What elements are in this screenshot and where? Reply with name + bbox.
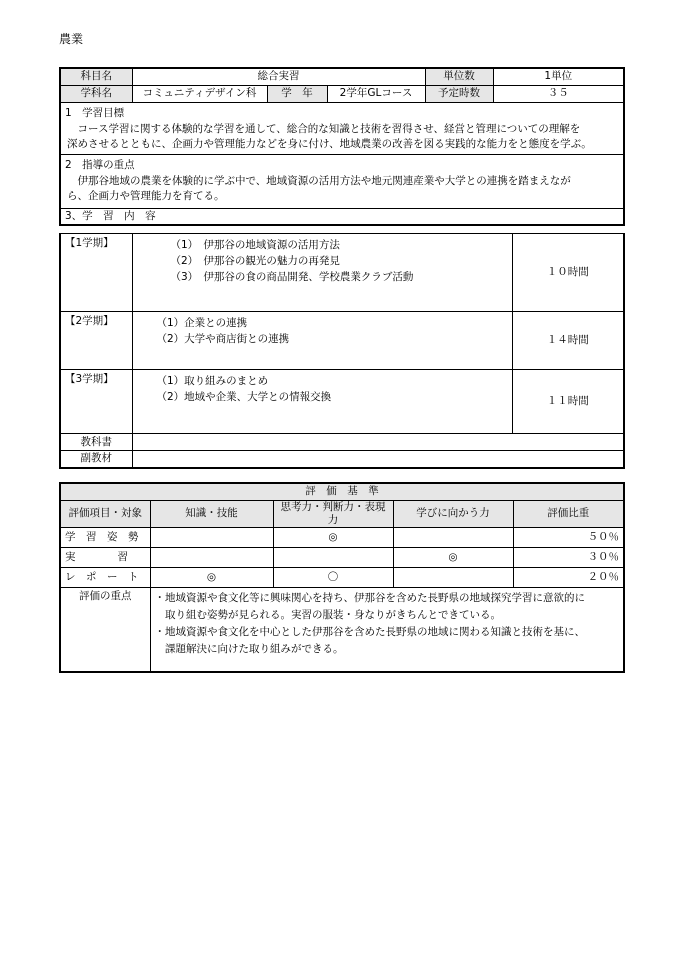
eval-header-knowledge: 知識・技能 (150, 500, 273, 527)
grade-label: 学 年 (267, 85, 327, 102)
term-3-hours: １１時間 (512, 370, 624, 434)
syllabus-table (59, 67, 625, 226)
eval-row-2-knowledge (150, 547, 273, 567)
goals-line-2: 深めさせるとともに、企画力や管理能力などを身に付け、地域農業の改善を図る実践的な能力をと態度を学ぶ。 (67, 137, 592, 150)
term-2-items (132, 312, 512, 370)
grade-value: 2学年GLコース (327, 85, 425, 102)
goals-heading: 1 学習目標 (65, 106, 125, 119)
term-2-item-1: （1）企業との連携 (156, 317, 248, 329)
term-2-item-2: （2）大学や商店街との連携 (156, 333, 290, 345)
eval-header-attitude: 学びに向かう力 (393, 500, 513, 527)
term-3-label: 【3学期】 (60, 370, 132, 434)
term-3-items (132, 370, 512, 434)
page-header: 農業 (59, 32, 84, 46)
focus-line-4: 課題解決に向けた取り組みができる。 (154, 642, 344, 655)
eval-row-2-weight: ３０％ (513, 547, 624, 567)
goals-section (60, 102, 624, 154)
term-1-label: 【1学期】 (60, 234, 132, 312)
evaluation-table (59, 482, 625, 673)
textbook-value (132, 434, 624, 451)
goals-line-1: コース学習に関する体験的な学習を通して、総合的な知識と技術を習得させ、経営と管理についての理解を (67, 122, 581, 135)
subject-value: 総合実習 (132, 68, 425, 85)
term-2-label: 【2学期】 (60, 312, 132, 370)
credits-value: 1単位 (493, 68, 624, 85)
table-row (60, 567, 624, 587)
eval-row-2-thinking (273, 547, 393, 567)
term-3-item-1: （1）取り組みのまとめ (156, 375, 269, 387)
eval-row-3-weight: ２０％ (513, 567, 624, 587)
focus-label: 評価の重点 (60, 587, 150, 672)
hours-value: ３５ (493, 85, 624, 102)
focus-line-2: 取り組む姿勢が見られる。実習の服装・身なりがきちんとできている。 (154, 608, 501, 621)
table-row (60, 527, 624, 547)
credits-label: 単位数 (425, 68, 493, 85)
eval-row-1-knowledge (150, 527, 273, 547)
eval-row-3-attitude (393, 567, 513, 587)
eval-header-item: 評価項目・対象 (60, 500, 150, 527)
term-2-hours: １４時間 (512, 312, 624, 370)
eval-row-1-weight: ５０％ (513, 527, 624, 547)
eval-row-1-attitude (393, 527, 513, 547)
term-1-item-2: （2） 伊那谷の観光の魅力の再発見 (170, 255, 340, 267)
eval-header-thinking: 思考力・判断力・表現力 (273, 500, 393, 527)
content-heading: 3、学 習 内 容 (60, 208, 624, 225)
subject-label: 科目名 (60, 68, 132, 85)
aux-label: 副教材 (60, 451, 132, 468)
term-1-item-1: （1） 伊那谷の地域資源の活用方法 (170, 239, 340, 251)
term-1-hours: １０時間 (512, 234, 624, 312)
table-row (60, 547, 624, 567)
focus-line-1: ・地域資源や食文化等に興味関心を持ち、伊那谷を含めた長野県の地域探究学習に意欲的に (154, 591, 585, 604)
term-3-item-2: （2）地域や企業、大学との情報交換 (156, 391, 332, 403)
focus-line-3: ・地域資源や食文化を中心とした伊那谷を含めた長野県の地域に関わる知識と技術を基に、 (154, 625, 585, 638)
guidance-line-2: ら、企画力や管理能力を育てる。 (67, 189, 225, 202)
content-table (59, 233, 625, 469)
aux-value (132, 451, 624, 468)
eval-row-2-attitude: ◎ (393, 547, 513, 567)
eval-header-weight: 評価比重 (513, 500, 624, 527)
term-1-items (132, 234, 512, 312)
eval-row-2-item: 実 習 (60, 547, 150, 567)
dept-value: コミュニティデザイン科 (132, 85, 267, 102)
eval-row-3-item: レ ポ ー ト (60, 567, 150, 587)
eval-row-1-item: 学 習 姿 勢 (60, 527, 150, 547)
eval-row-3-knowledge: ◎ (150, 567, 273, 587)
textbook-label: 教科書 (60, 434, 132, 451)
eval-row-1-thinking: ◎ (273, 527, 393, 547)
guidance-heading: 2 指導の重点 (65, 158, 135, 171)
eval-row-3-thinking: 〇 (273, 567, 393, 587)
evaluation-heading: 評 価 基 準 (60, 483, 624, 500)
focus-content (150, 587, 624, 672)
term-1-item-3: （3） 伊那谷の食の商品開発、学校農業クラブ活動 (170, 271, 414, 283)
dept-label: 学科名 (60, 85, 132, 102)
guidance-line-1: 伊那谷地域の農業を体験的に学ぶ中で、地域資源の活用方法や地元関連産業や大学との連携を踏まえなが (67, 174, 571, 187)
hours-label: 予定時数 (425, 85, 493, 102)
guidance-section (60, 154, 624, 208)
